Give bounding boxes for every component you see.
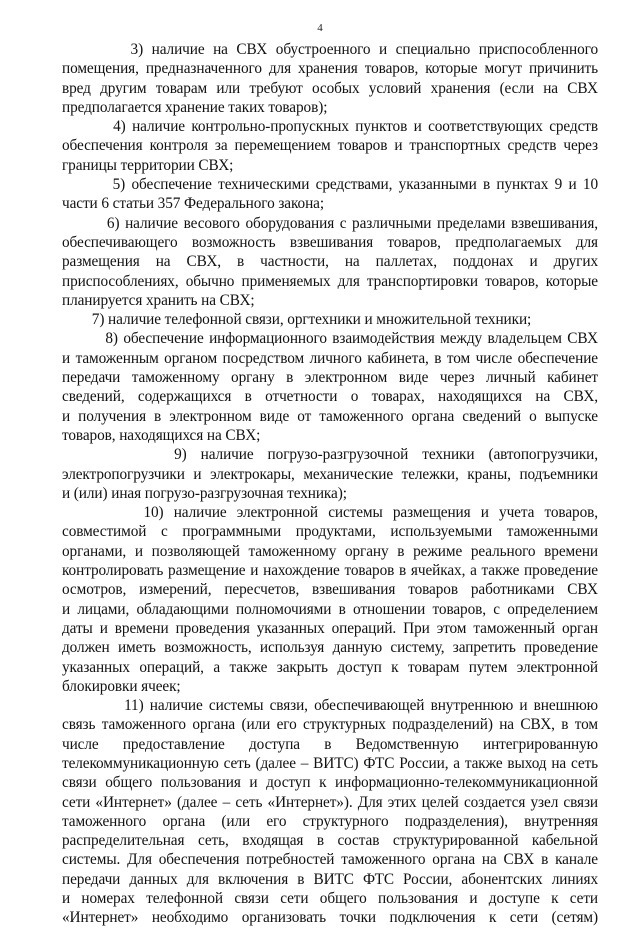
text-line: и таможенным органом посредством личного кабинета, в том числе обеспечение [62,349,598,367]
text-line: телекоммуникационную сеть (далее – ВИТС) ФТС России, а также выход на сеть [62,754,598,772]
text-line: контролировать размещение и нахождение товаров в ячейках, а также проведение [62,562,598,580]
text-line: и лицами, обладающими полномочиями в отношении товаров, с определением [62,600,598,618]
text-line: сведений, содержащихся в отчетности о товарах, находящихся на СВХ, [62,388,598,406]
text-line: приспособлениях, обычно применяемых для транспортировки товаров, которые [62,272,598,290]
text-line: вред другим товарам или требуют особых условий хранения (если на СВХ [62,79,598,97]
text-line: границы территории СВХ; [62,156,234,174]
text-line: планируется хранить на СВХ; [62,291,255,309]
text-line: блокировки ячеек; [62,677,181,695]
text-line: помещения, предназначенного для хранения товаров, которые могут причинить [62,60,598,78]
text-line: и получения в электронном виде от таможенного органа сведений о выпуске [62,407,598,425]
text-line: 5) обеспечение техническими средствами, указанными в пунктах 9 и 10 [62,176,598,194]
text-line: передачи таможенному органу в электронном виде через личный кабинет [62,369,598,387]
text-line: распределительная сеть, входящая в состав структурированной кабельной [62,832,598,850]
text-line: 3) наличие на СВХ обустроенного и специально приспособленного [62,41,598,58]
document-body [62,40,598,928]
page-number: 4 [317,22,323,34]
text-line: связи общего пользования и доступ к информационно-телекоммуникационной [62,774,598,792]
text-line: должен иметь возможность, используя данную систему, запретить проведение [62,639,598,657]
text-line: 11) наличие системы связи, обеспечивающей внутреннюю и внешнюю [62,697,598,715]
text-line: 6) наличие весового оборудования с различными пределами взвешивания, [62,214,598,232]
text-line: «Интернет» необходимо организовать точки подключения к сети (сетям) [62,909,598,927]
text-line: передачи данных для включения в ВИТС ФТС России, абонентских линиях [62,870,598,888]
text-line: связь таможенного органа (или его структурных подразделений) на СВХ, в том [62,716,598,734]
text-line: указанных операций, а также закрыть доступ к товарам путем электронной [62,658,598,676]
text-line: размещения на СВХ, в частности, на паллетах, поддонах и других [62,253,598,271]
text-line: электропогрузчики и электрокары, механические тележки, краны, подъемники [62,465,598,483]
text-line: 8) обеспечение информационного взаимодействия между владельцем СВХ [62,330,598,348]
text-line: 7) наличие телефонной связи, оргтехники и множительной техники; [62,311,532,329]
text-line: числе предоставление доступа в Ведомственную интегрированную [62,735,598,753]
text-line: предполагается хранение таких товаров); [62,98,328,116]
text-line: органами, и позволяющей таможенному органу в режиме реального времени [62,542,598,560]
text-line: 4) наличие контрольно-пропускных пунктов и соответствующих средств [62,118,598,136]
text-line: обеспечения контроля за перемещением товаров и транспортных средств через [62,137,598,155]
text-line: сети «Интернет» (далее – сеть «Интернет»). Для этих целей создается узел связи [62,793,598,811]
text-line: совместимой с программными продуктами, используемыми таможенными [62,523,598,541]
text-line: и номерах телефонной связи сети общего пользования и доступе к сети [62,890,598,908]
text-line: части 6 статьи 357 Федерального закона; [62,195,325,213]
text-line: системы. Для обеспечения потребностей таможенного органа на СВХ в канале [62,851,598,869]
text-line: таможенного органа (или его структурного подразделения), внутренняя [62,812,598,830]
text-line: 9) наличие погрузо-разгрузочной техники (автопогрузчики, [62,446,598,464]
text-line: осмотров, измерений, пересчетов, взвешивания товаров работниками СВХ [62,581,598,599]
text-line: и (или) иная погрузо-разгрузочная техника); [62,484,347,502]
text-line: товаров, находящихся на СВХ; [62,426,261,444]
text-line: обеспечивающего возможность взвешивания товаров, предполагаемых для [62,233,598,251]
text-line: 10) наличие электронной системы размещения и учета товаров, [62,504,598,522]
text-line: даты и времени проведения указанных операций. При этом таможенный орган [62,619,598,637]
